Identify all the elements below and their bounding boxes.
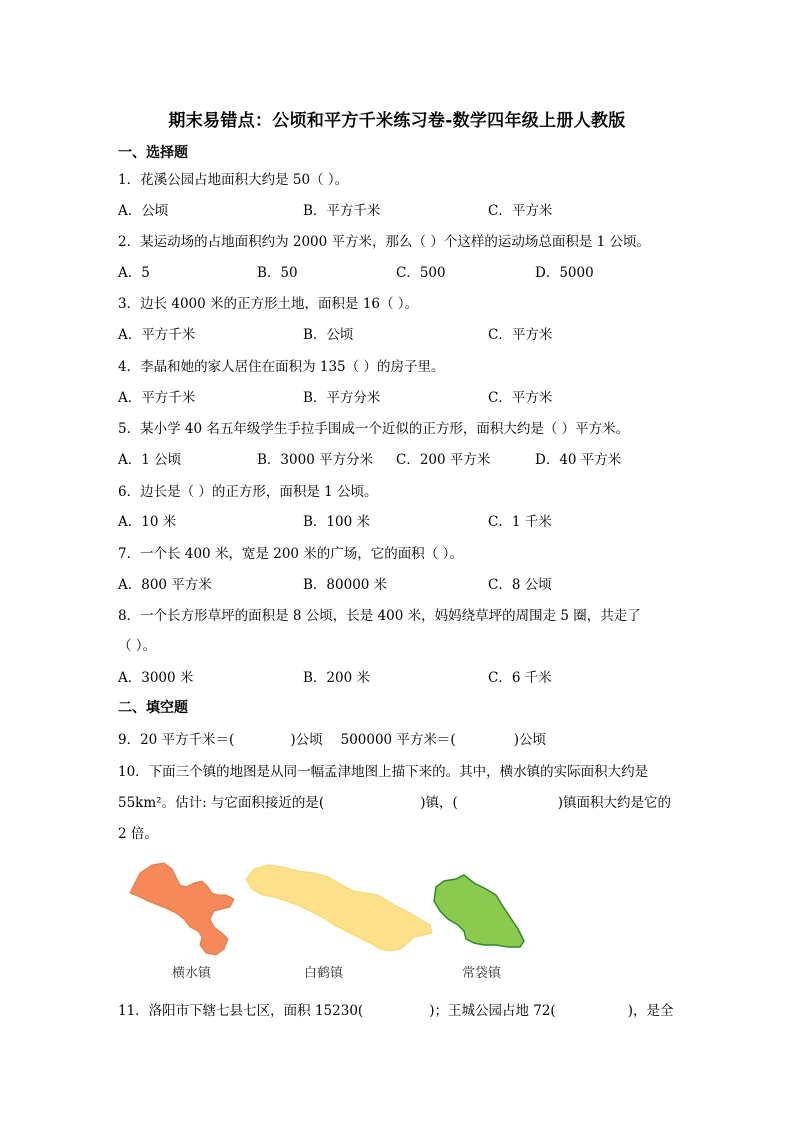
q1-option-c: C．平方米 [488,203,553,219]
q4-option-c: C．平方米 [488,390,553,406]
q6-option-b: B．100 米 [303,514,370,530]
q9-part2: )公顷 [290,732,323,748]
changdai-town-map [434,875,524,947]
q2-option-d: D．5000 [535,265,594,281]
q9-part3: 500000 平方米＝( [340,732,456,748]
question-5: 5．某小学 40 名五年级学生手拉手围成一个近似的正方形，面积大约是（ ）平方米。 [118,421,630,437]
q10-part-a: 55km²。估计: 与它面积接近的是( [118,795,325,811]
question-6: 6．边长是（ ）的正方形，面积是 1 公顷。 [118,484,378,500]
caption-baihe: 白鹤镇 [304,966,344,981]
q5-option-a: A．1 公顷 [118,452,182,468]
question-2: 2．某运动场的占地面积约为 2000 平方米，那么（ ）个这样的运动场总面积是 1 公顷。 [118,234,650,250]
question-10-line-3: 2 倍。 [118,826,158,842]
question-10-line-1: 10．下面三个镇的地图是从同一幅孟津地图上描下来的。其中，横水镇的实际面积大约是 [118,764,649,780]
q6-option-a: A．10 米 [118,514,177,530]
q5-option-d: D．40 平方米 [535,452,622,468]
q8-option-c: C．6 千米 [488,670,552,686]
question-1: 1．花溪公园占地面积大约是 50（ ）。 [118,172,349,188]
q6-option-c: C．1 千米 [488,514,552,530]
q4-option-a: A．平方千米 [118,390,196,406]
baihe-town-map [246,865,432,951]
question-9 [118,728,546,748]
question-4: 4．李晶和她的家人居住在面积为 135（ ）的房子里。 [118,359,445,375]
q7-option-b: B．80000 米 [303,577,388,593]
question-7: 7．一个长 400 米，宽是 200 米的广场，它的面积（ ）。 [118,546,463,562]
q3-option-a: A．平方千米 [118,327,196,343]
q3-option-b: B．公顷 [303,327,354,343]
q1-option-a: A．公顷 [118,203,169,219]
caption-hengshui: 横水镇 [172,966,212,981]
question-3: 3．边长 4000 米的正方形土地，面积是 16（ ）。 [118,296,419,312]
question-10-line-2 [118,791,671,811]
town-maps [118,855,538,960]
q4-option-b: B．平方分米 [303,390,381,406]
q2-option-b: B．50 [257,265,298,281]
q7-option-c: C．8 公顷 [488,577,552,593]
question-8-continued: （ ）。 [118,638,157,654]
q8-option-b: B．200 米 [303,670,370,686]
q11-part1: 11．洛阳市下辖七县七区，面积 15230( [118,1003,364,1019]
section-heading-fill: 二、填空题 [118,700,188,716]
document-title: 期末易错点：公顷和平方千米练习卷-数学四年级上册人教版 [168,111,626,131]
q10-part-b: )镇，( [420,795,458,811]
q2-option-c: C．500 [396,265,446,281]
section-heading-choice: 一、选择题 [118,145,188,161]
q5-option-b: B．3000 平方分米 [257,452,374,468]
question-11 [118,999,673,1019]
q7-option-a: A．800 平方米 [118,577,212,593]
q8-option-a: A．3000 米 [118,670,194,686]
q5-option-c: C．200 平方米 [396,452,491,468]
hengshui-town-map [130,863,234,955]
q10-part-c: )镇面积大约是它的 [557,795,672,811]
q1-option-b: B．平方千米 [303,203,381,219]
q9-part4: )公顷 [513,732,546,748]
q11-part2: )；王城公园占地 72( [429,1003,556,1019]
q11-part3: )，是全 [627,1003,674,1019]
caption-changdai: 常袋镇 [462,966,502,981]
q9-part1: 9．20 平方千米＝( [118,732,235,748]
q2-option-a: A．5 [118,265,150,281]
question-8: 8．一个长方形草坪的面积是 8 公顷，长是 400 米，妈妈绕草坪的周围走 5 圈，共走了 [118,608,641,624]
q3-option-c: C．平方米 [488,327,553,343]
